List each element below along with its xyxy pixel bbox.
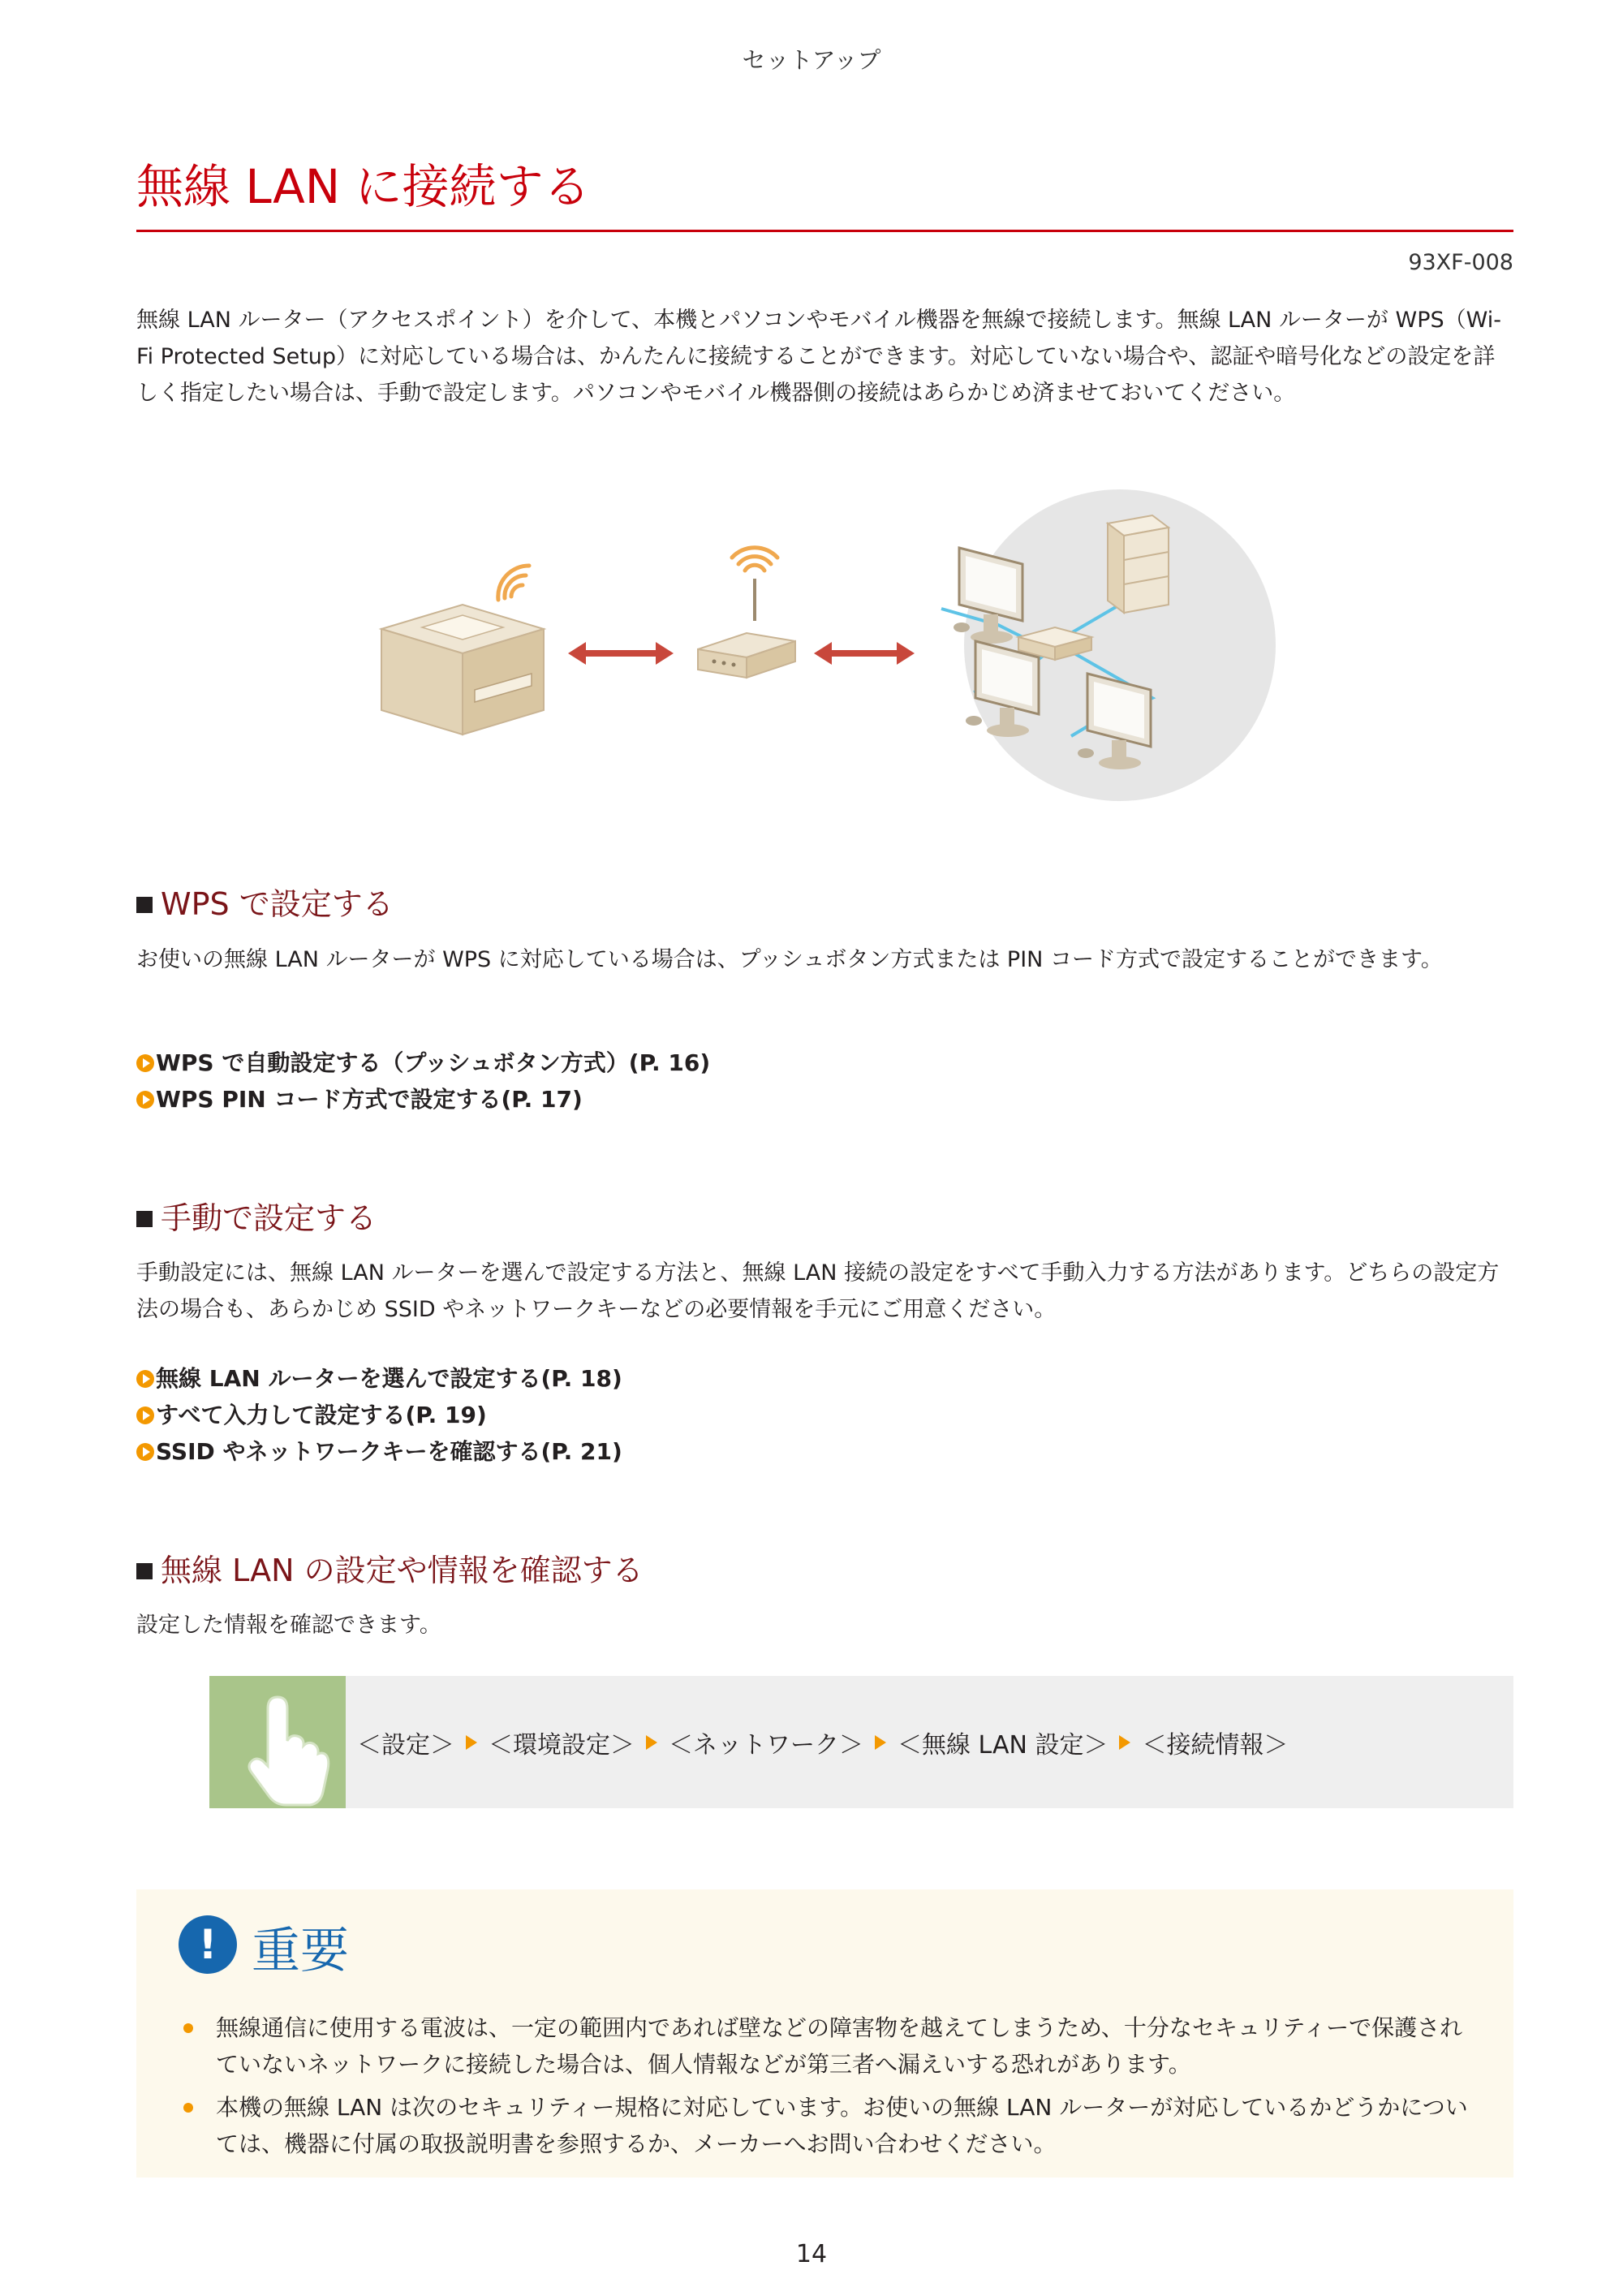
link-wps-push-button[interactable] [136, 1045, 710, 1081]
path-separator-icon [646, 1735, 657, 1750]
page-header: セットアップ [742, 46, 881, 74]
section-heading-check [136, 1553, 644, 1590]
page-title: 無線 LAN に接続する [136, 159, 591, 214]
link-arrow-icon [136, 1091, 154, 1109]
intro-paragraph: 無線 LAN ルーター（アクセスポイント）を介して、本機とパソコンやモバイル機器を無線で接続します。無線 LAN ルーターが WPS（Wi-Fi Protected Setup）に対応している場合は、かんたんに接続することができます。対応していない場合や、認証や暗号化などの設定を詳しく指定したい場合は、手動で設定します。パソコンやモバイル機器側の接続はあらかじめ済ませておいてください。 [136, 308, 1501, 406]
path-separator-icon [1119, 1735, 1130, 1750]
menu-path-item-settings: ＜設定＞ [357, 1730, 454, 1760]
link-list [136, 1360, 622, 1470]
link-label: すべて入力して設定する(P. 19) [156, 1402, 487, 1428]
network-illustration [373, 483, 1282, 808]
link-label: 無線 LAN ルーターを選んで設定する(P. 18) [156, 1365, 622, 1392]
important-title: 重要 [252, 1923, 349, 1979]
section-body: 手動設定には、無線 LAN ルーターを選んで設定する方法と、無線 LAN 接続の設定をすべて手動入力する方法があります。どちらの設定方法の場合も、あらかじめ SSID やネットワークキーなどの必要情報を手元にご用意ください。 [136, 1260, 1500, 1322]
section-heading-text: 手動で設定する [161, 1200, 377, 1236]
printer-icon [381, 605, 544, 734]
router-wifi-icon [732, 548, 777, 571]
exclamation-icon: ! [179, 1915, 237, 1974]
page-number: 14 [795, 2240, 828, 2268]
link-arrow-icon [136, 1406, 154, 1424]
important-bullet-list [183, 2010, 1482, 2169]
document-id: 93XF-008 [1408, 250, 1513, 275]
list-item: 本機の無線 LAN は次のセキュリティー規格に対応しています。お使いの無線 LAN ルーターが対応しているかどうかについては、機器に付属の取扱説明書を参照するか、メーカーへお問い合わせください。 [183, 2089, 1482, 2162]
link-label: SSID やネットワークキーを確認する(P. 21) [156, 1438, 622, 1465]
menu-path-item-wlan-settings: ＜無線 LAN 設定＞ [898, 1730, 1109, 1760]
section-heading-manual [136, 1200, 377, 1238]
link-wps-pin-code[interactable] [136, 1081, 710, 1118]
square-bullet-icon [136, 1211, 153, 1227]
link-check-ssid[interactable] [136, 1433, 622, 1470]
menu-path-item-connection-info: ＜接続情報＞ [1142, 1730, 1289, 1760]
operation-panel [209, 1676, 346, 1808]
link-label: WPS で自動設定する（プッシュボタン方式）(P. 16) [156, 1049, 711, 1076]
link-manual-entry[interactable] [136, 1397, 622, 1433]
link-label: WPS PIN コード方式で設定する(P. 17) [156, 1086, 583, 1113]
section-heading-text: 無線 LAN の設定や情報を確認する [161, 1553, 644, 1588]
path-separator-icon [875, 1735, 886, 1750]
list-item: 無線通信に使用する電波は、一定の範囲内であれば壁などの障害物を越えてしまうため、十分なセキュリティーで保護されていないネットワークに接続した場合は、個人情報などが第三者へ漏えいする恐れがあります。 [183, 2010, 1482, 2083]
square-bullet-icon [136, 1563, 153, 1579]
square-bullet-icon [136, 897, 153, 913]
section-heading-wps [136, 886, 394, 924]
menu-path-item-preferences: ＜環境設定＞ [489, 1730, 635, 1760]
link-arrow-icon [136, 1443, 154, 1461]
section-body: 設定した情報を確認できます。 [136, 1613, 441, 1638]
bidirectional-arrow-icon [814, 642, 915, 665]
link-select-router[interactable] [136, 1360, 622, 1397]
link-list [136, 1045, 710, 1118]
printer-wifi-icon [498, 566, 529, 600]
section-body: お使いの無線 LAN ルーターが WPS に対応している場合は、プッシュボタン方式または PIN コード方式で設定することができます。 [136, 947, 1443, 972]
hand-pointer-icon [209, 1676, 346, 1808]
link-arrow-icon [136, 1054, 154, 1072]
link-arrow-icon [136, 1370, 154, 1388]
menu-path [357, 1676, 1288, 1808]
menu-path-item-network: ＜ネットワーク＞ [669, 1730, 863, 1760]
router-icon [698, 579, 795, 678]
server-icon [1108, 515, 1169, 613]
bidirectional-arrow-icon [568, 642, 674, 665]
section-heading-text: WPS で設定する [161, 886, 394, 922]
path-separator-icon [466, 1735, 477, 1750]
title-rule [136, 230, 1513, 232]
